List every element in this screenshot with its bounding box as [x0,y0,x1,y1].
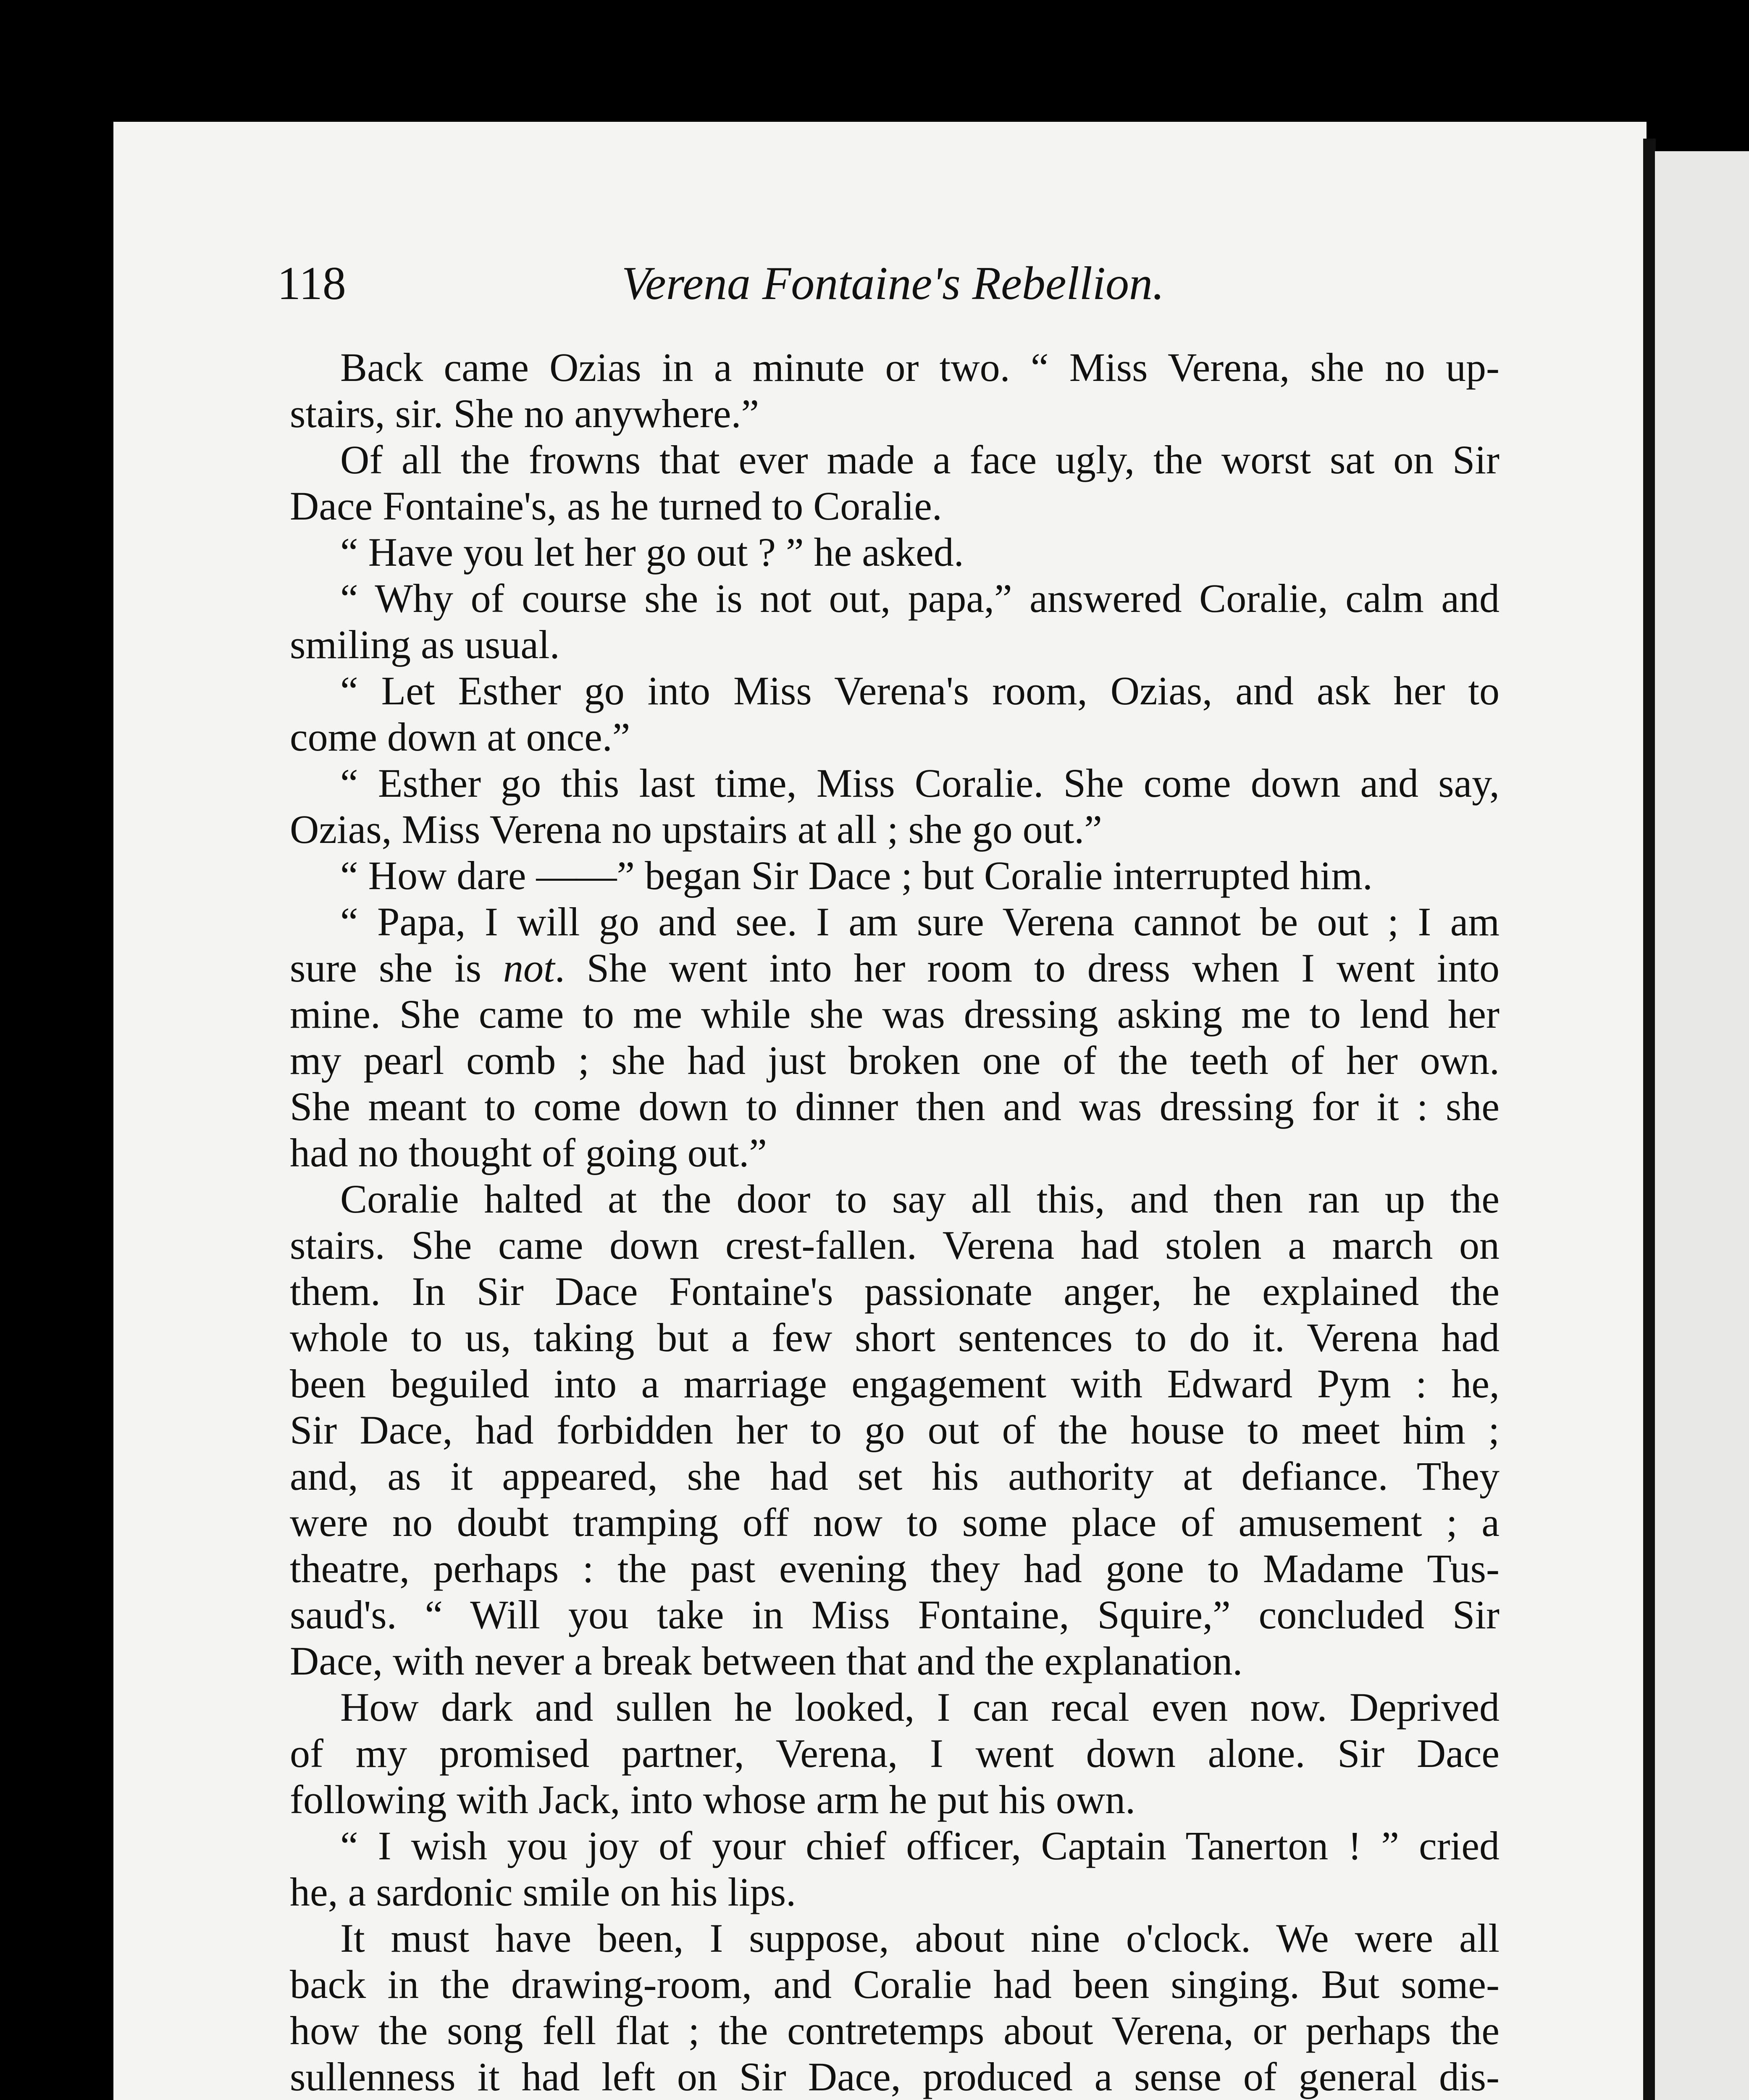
text-line: my pearl comb ; she had just broken one of the teeth of her own. [290,1038,1500,1083]
text-line: “ How dare ——” began Sir Dace ; but Coralie interrupted him. [340,853,1373,898]
text-line: come down at once.” [290,714,630,759]
text-line: “ Have you let her go out ? ” he asked. [340,530,964,575]
text-line: been beguiled into a marriage engagement with Edward Pym : he, [290,1361,1500,1406]
text-line: theatre, perhaps : the past evening they had gone to Madame Tus- [290,1546,1500,1591]
text-line: how the song fell flat ; the contretemps about Verena, or perhaps the [290,2008,1500,2053]
text-line: Sir Dace, had forbidden her to go out of the house to meet him ; [290,1407,1500,1452]
text-line: “ I wish you joy of your chief officer, Captain Tanerton ! ” cried [340,1823,1500,1868]
text-line: them. In Sir Dace Fontaine's passionate anger, he explained the [290,1269,1500,1314]
page-header [277,252,1521,315]
text-line: Coralie halted at the door to say all this, and then ran up the [340,1176,1500,1221]
emphasis: not [503,945,555,990]
text-line: Dace, with never a break between that and the explanation. [290,1638,1243,1683]
text-line: saud's. “ Will you take in Miss Fontaine, Squire,” concluded Sir [290,1592,1500,1637]
text-line: “ Let Esther go into Miss Verena's room, Ozias, and ask her to [340,668,1500,713]
text-line: mine. She came to me while she was dressing asking me to lend her [290,992,1500,1037]
text-line: were no doubt tramping off now to some place of amusement ; a [290,1500,1500,1545]
text-line: whole to us, taking but a few short sentences to do it. Verena had [290,1315,1500,1360]
text-line: Back came Ozias in a minute or two. “ Miss Verena, she no up- [340,345,1500,390]
facing-page-edge [1655,151,1749,2100]
text-line: smiling as usual. [290,622,560,667]
text-line: of my promised partner, Verena, I went down alone. Sir Dace [290,1731,1500,1776]
text-line: “ Esther go this last time, Miss Coralie. She come down and say, [340,761,1500,806]
text-line: Of all the frowns that ever made a face ugly, the worst sat on Sir [340,437,1500,482]
running-head: Verena Fontaine's Rebellion. [622,257,1164,310]
text-line: he, a sardonic smile on his lips. [290,1869,796,1914]
text-line: She meant to come down to dinner then and was dressing for it : she [290,1084,1500,1129]
text-line: stairs, sir. She no anywhere.” [290,391,759,436]
text-line: sure she is not. She went into her room to dress when I went into [290,945,1500,990]
text-line: Ozias, Miss Verena no upstairs at all ; she go out.” [290,807,1102,852]
text-line: Dace Fontaine's, as he turned to Coralie. [290,483,942,528]
page-number: 118 [277,257,346,310]
text-line: had no thought of going out.” [290,1130,767,1175]
text-line: back in the drawing-room, and Coralie had been singing. But some- [290,1962,1500,2007]
text-line: following with Jack, into whose arm he put his own. [290,1777,1136,1822]
text-line: It must have been, I suppose, about nine o'clock. We were all [340,1916,1500,1961]
text-line: sullenness it had left on Sir Dace, produced a sense of general dis- [290,2054,1500,2099]
text-line: and, as it appeared, she had set his authority at defiance. They [290,1454,1500,1499]
body-text [290,344,1500,2100]
text-line: stairs. She came down crest-fallen. Verena had stolen a march on [290,1223,1500,1268]
text-line: “ Why of course she is not out, papa,” answered Coralie, calm and [340,576,1500,621]
page-gutter [1643,139,1656,2100]
text-line: “ Papa, I will go and see. I am sure Verena cannot be out ; I am [340,899,1500,944]
text-line: How dark and sullen he looked, I can recal even now. Deprived [340,1685,1500,1730]
